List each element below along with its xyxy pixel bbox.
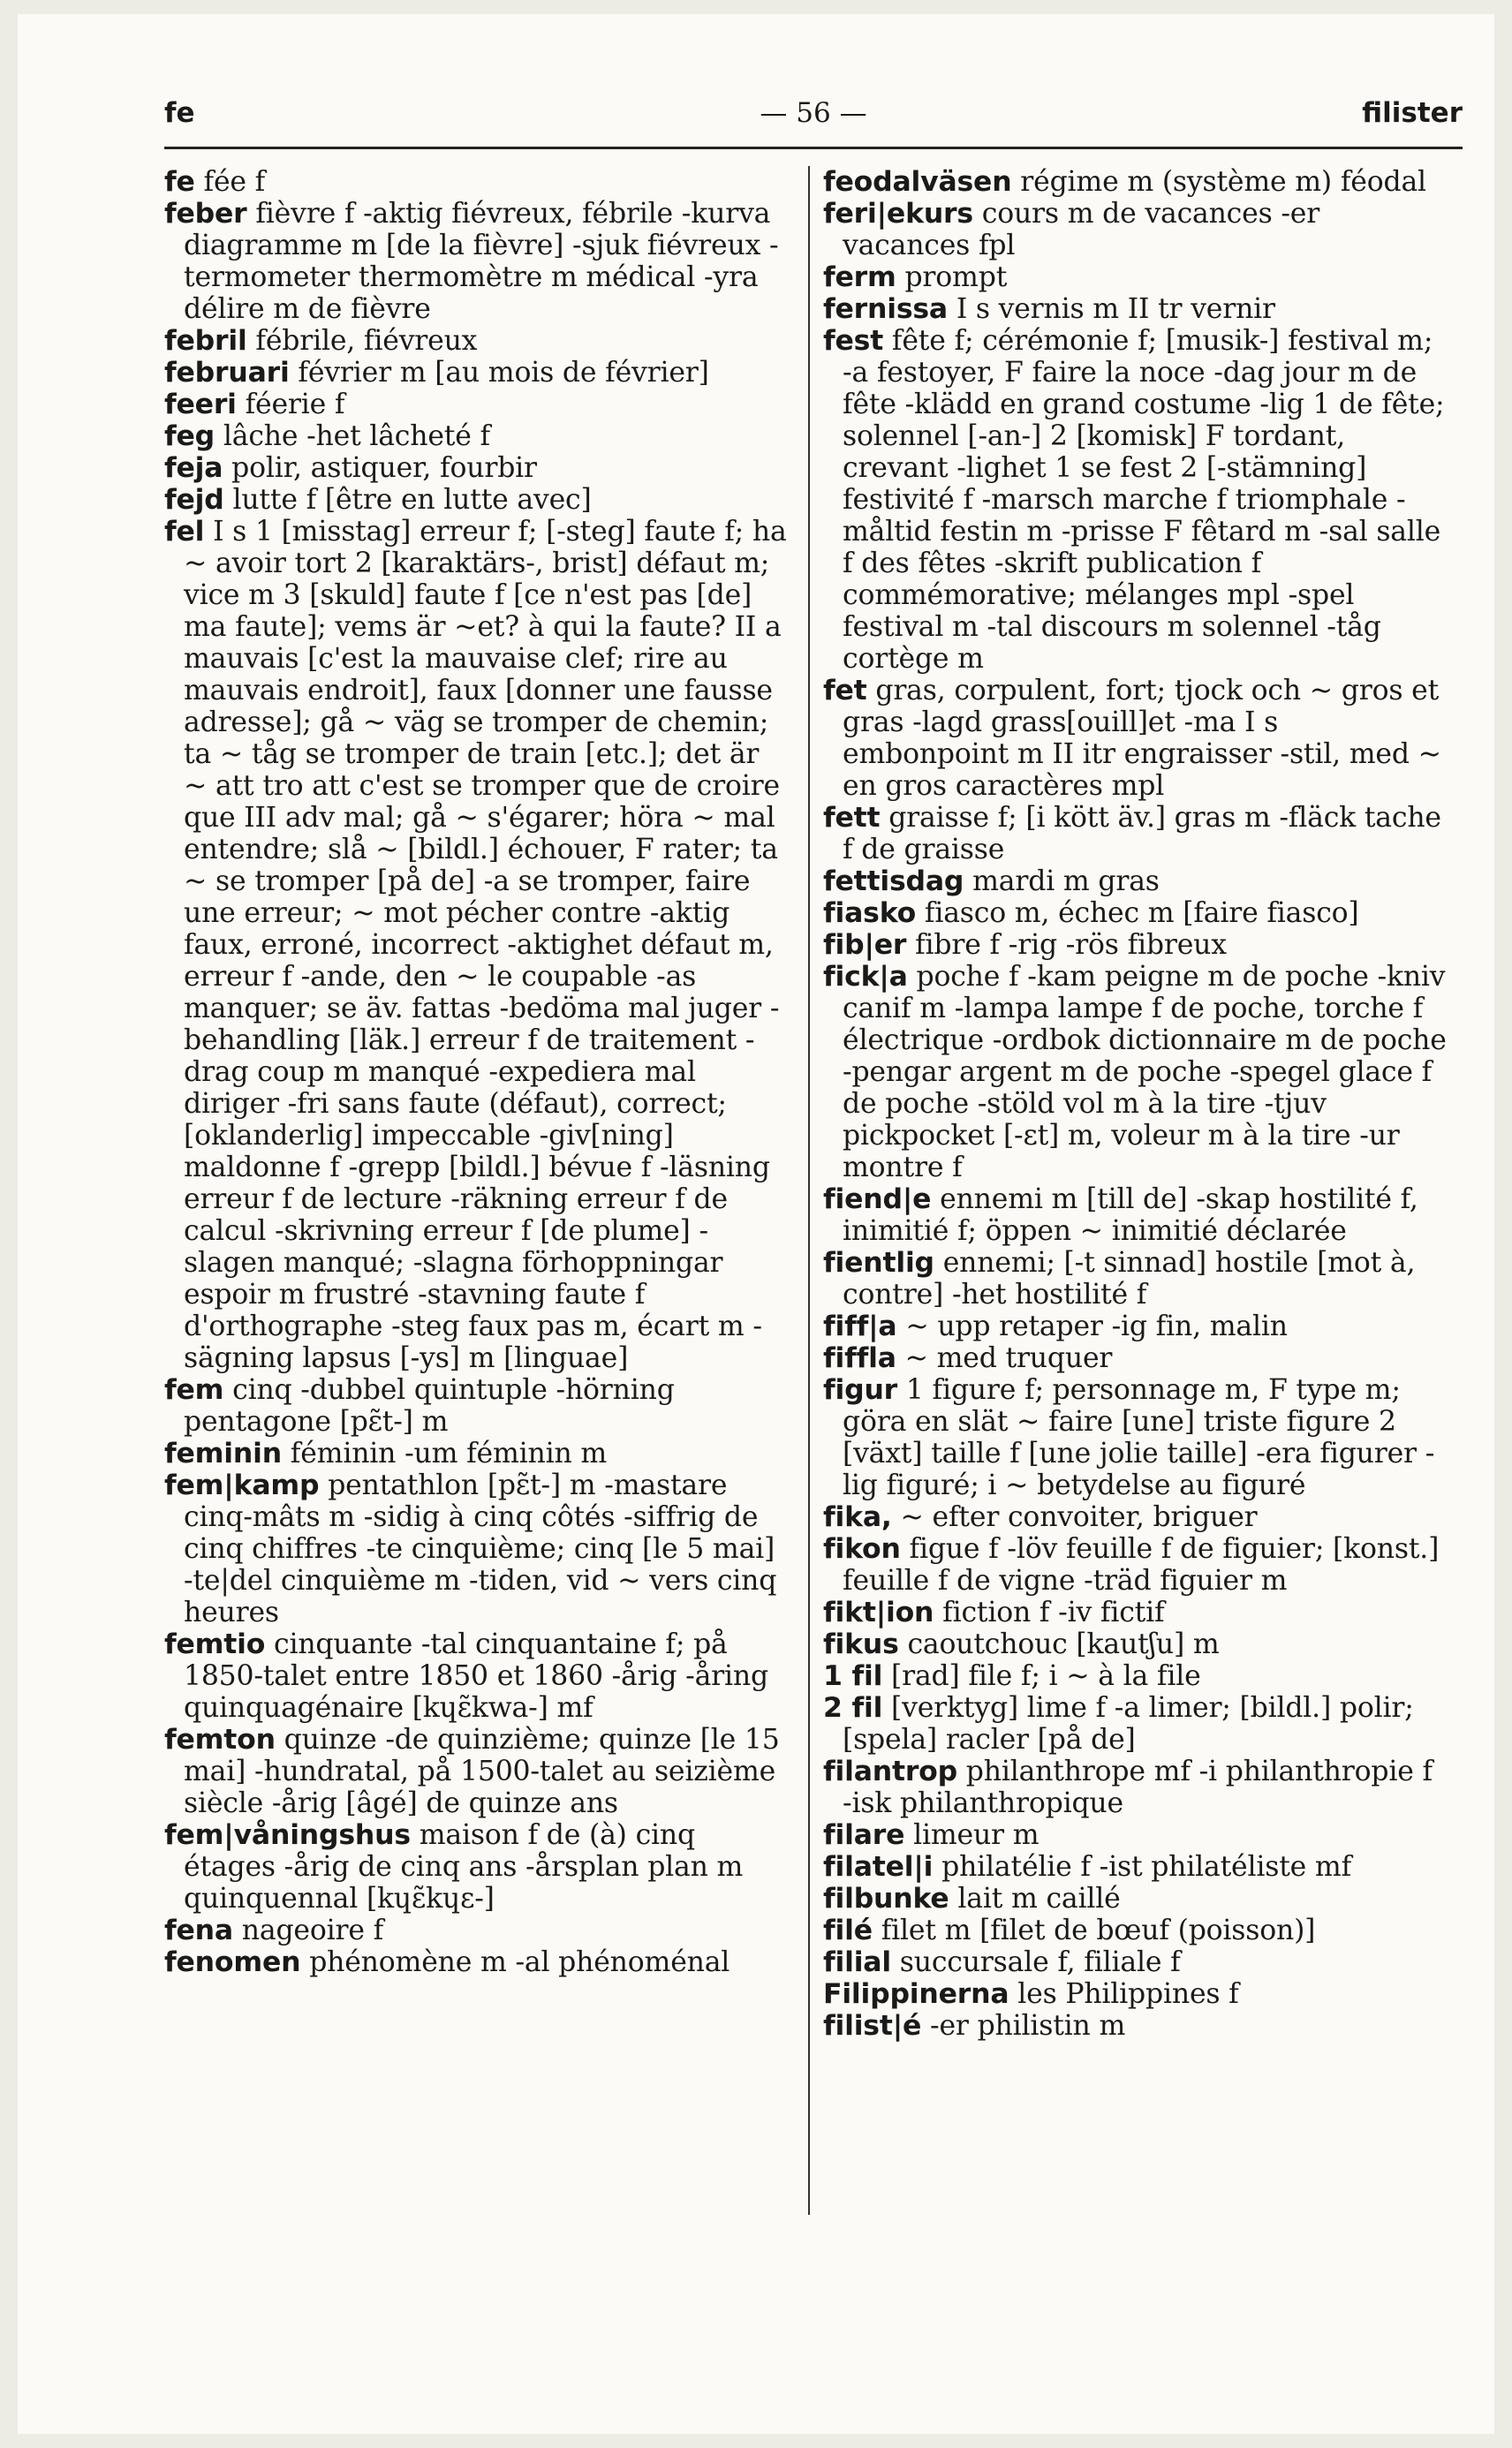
entry-definition: I s vernis m II tr vernir — [956, 293, 1275, 325]
entry-definition: fibre f -rig -rös fibreux — [915, 929, 1227, 961]
entry-definition: les Philippines f — [1017, 1978, 1239, 2010]
entry-definition: I s 1 [misstag] erreur f; [-steg] faute f; ha ~ avoir tort 2 [karaktärs-, brist] défaut m; vice m 3 [skuld] faute f [ce n'est pas [de] ma faute]; vems är ~et? à qui la faute? II a mauvais [c'est la mauvaise clef; rire au mauvais endroit], faux [donner une fausse adresse]; gå ~ väg se tromper de chemin; ta ~ tåg se tromper de train [etc.]; det är ~ att tro att c'est se tromper que de croire que III adv mal; gå ~ s'égarer; höra ~ mal entendre; slå ~ [bildl.] échouer, F rater; ta ~ se tromper [på de] -a se tromper, faire une erreur; ~ mot pécher contre -aktig faux, erroné, incorrect -aktighet défaut m, erreur f -ande, den ~ le coupable -as manquer; se äv. fattas -bedöma mal juger -behandling [läk.] erreur f de traitement -drag coup m manqué -expediera mal diriger -fri sans faute (défaut), correct; [oklanderlig] impeccable -giv[ning] maldonne f -grepp [bildl.] bévue f -läsning erreur f de lecture -räkning erreur f de calcul -skrivning erreur f [de plume] -slagen manqué; -slagna förhoppningar espoir m frustré -stavning faute f d'orthographe -steg faux pas m, écart m -sägning lapsus [-ys] m [linguae] — [184, 516, 787, 1374]
entry-definition: fièvre f -aktig fiévreux, fébrile -kurva diagramme m [de la fièvre] -sjuk fiévreux -termometer thermomètre m médical -yra délire m de fièvre — [184, 198, 779, 325]
dictionary-entry — [164, 1724, 788, 1819]
dictionary-entry — [823, 261, 1447, 293]
entry-definition: maison f de (à) cinq étages -årig de cinq ans -årsplan plan m quinquennal [kɥɛ̃kɥɛ-] — [184, 1819, 744, 1915]
entry-headword: filare — [823, 1819, 905, 1851]
entry-headword: fiff|a — [823, 1311, 897, 1342]
dictionary-entry — [164, 166, 788, 198]
entry-definition: février m [au mois de février] — [298, 357, 709, 389]
entry-definition: graisse f; [i kött äv.] gras m -fläck tache f de graisse — [843, 802, 1441, 865]
entry-definition: [verktyg] lime f -a limer; [bildl.] polir; [spela] racler [på de] — [843, 1692, 1414, 1756]
entry-headword: fikus — [823, 1628, 899, 1660]
dictionary-entry — [164, 198, 788, 325]
entry-headword: feri|ekurs — [823, 198, 973, 230]
dictionary-entry — [823, 1342, 1447, 1374]
entry-definition: succursale f, filiale f — [899, 1946, 1181, 1978]
entry-definition: mardi m gras — [972, 865, 1160, 897]
dictionary-entry — [823, 897, 1447, 929]
entry-headword: fikt|ion — [823, 1597, 934, 1628]
dictionary-entry — [823, 325, 1447, 675]
dictionary-entry — [823, 293, 1447, 325]
dictionary-entry — [823, 961, 1447, 1183]
entry-headword: fick|a — [823, 961, 908, 993]
entry-headword: februari — [164, 357, 290, 389]
right-guide-word: filister — [1362, 97, 1463, 129]
dictionary-entry — [823, 1597, 1447, 1628]
entry-definition: philanthrope mf -i philanthropie f -isk philanthropique — [843, 1756, 1433, 1819]
entry-definition: 1 figure f; personnage m, F type m; göra en slät ~ faire [une] triste figure 2 [växt] taille f [une jolie taille] -era figurer -lig figuré; i ~ betydelse au figuré — [843, 1374, 1435, 1501]
entry-definition: ~ upp retaper -ig fin, malin — [905, 1311, 1288, 1342]
entry-definition: polir, astiquer, fourbir — [231, 452, 537, 484]
entry-headword: filantrop — [823, 1756, 957, 1787]
right-column — [823, 166, 1447, 2042]
left-column — [164, 166, 788, 1978]
entry-headword: fiend|e — [823, 1183, 932, 1215]
dictionary-entry — [164, 484, 788, 516]
dictionary-entry — [823, 802, 1447, 865]
entry-headword: ferm — [823, 261, 896, 293]
entry-headword: filé — [823, 1915, 873, 1946]
dictionary-entry — [164, 420, 788, 452]
entry-definition: gras, corpulent, fort; tjock och ~ gros et gras -lagd grass[ouill]et -ma I s embonpoint m II itr engraisser -stil, med ~ en gros caractères mpl — [843, 675, 1441, 802]
entry-definition: féminin -um féminin m — [290, 1438, 608, 1470]
entry-headword: femton — [164, 1724, 276, 1756]
entry-headword: feminin — [164, 1438, 282, 1470]
left-guide-word: fe — [164, 97, 195, 129]
entry-headword: fettisdag — [823, 865, 964, 897]
entry-headword: filbunke — [823, 1883, 949, 1915]
entry-definition: -er philistin m — [930, 2010, 1126, 2042]
entry-headword: fikon — [823, 1533, 901, 1565]
dictionary-entry — [823, 1946, 1447, 1978]
entry-headword: filatel|i — [823, 1851, 934, 1883]
dictionary-entry — [823, 2010, 1447, 2042]
entry-definition: caoutchouc [kautʃu] m — [907, 1628, 1220, 1660]
entry-definition: fébrile, fiévreux — [255, 325, 478, 357]
entry-definition: fiction f -iv fictif — [942, 1597, 1165, 1628]
entry-definition: [rad] file f; i ~ à la file — [891, 1660, 1201, 1692]
dictionary-entry — [823, 1756, 1447, 1819]
entry-headword: feja — [164, 452, 223, 484]
entry-definition: cours m de vacances -er vacances fpl — [843, 198, 1320, 261]
dictionary-entry — [164, 1438, 788, 1470]
dictionary-entry — [823, 1978, 1447, 2010]
entry-headword: fib|er — [823, 929, 907, 961]
dictionary-entry — [823, 1311, 1447, 1342]
dictionary-entry — [823, 1883, 1447, 1915]
entry-headword: 1 fil — [823, 1660, 883, 1692]
dictionary-entry — [823, 1915, 1447, 1946]
entry-definition: ennemi; [-t sinnad] hostile [mot à, contre] -het hostilité f — [843, 1247, 1416, 1311]
entry-definition: lutte f [être en lutte avec] — [232, 484, 592, 516]
entry-headword: femtio — [164, 1628, 266, 1660]
entry-definition: fée f — [203, 166, 266, 198]
entry-headword: fenomen — [164, 1946, 301, 1978]
dictionary-entry — [823, 1628, 1447, 1660]
header-rule — [164, 147, 1463, 149]
entry-headword: Filippinerna — [823, 1978, 1009, 2010]
entry-headword: 2 fil — [823, 1692, 883, 1724]
dictionary-entry — [164, 1819, 788, 1915]
entry-headword: fe — [164, 166, 195, 198]
entry-headword: fejd — [164, 484, 224, 516]
entry-headword: filist|é — [823, 2010, 922, 2042]
entry-definition: limeur m — [913, 1819, 1040, 1851]
entry-headword: fem|våningshus — [164, 1819, 411, 1851]
dictionary-entry — [823, 929, 1447, 961]
dictionary-entry — [823, 1533, 1447, 1597]
entry-headword: fernissa — [823, 293, 948, 325]
entry-definition: ~ med truquer — [904, 1342, 1113, 1374]
entry-definition: quinze -de quinzième; quinze [le 15 mai] -hundratal, på 1500-talet au seizième siècle -årig [âgé] de quinze ans — [184, 1724, 780, 1819]
entry-headword: fiffla — [823, 1342, 896, 1374]
entry-headword: figur — [823, 1374, 898, 1406]
entry-headword: fientlig — [823, 1247, 934, 1279]
dictionary-entry — [823, 1692, 1447, 1756]
entry-headword: fet — [823, 675, 867, 706]
entry-headword: febril — [164, 325, 247, 357]
dictionary-entry — [823, 1247, 1447, 1311]
entry-headword: fena — [164, 1915, 233, 1946]
entry-headword: fiasko — [823, 897, 917, 929]
dictionary-entry — [164, 1470, 788, 1628]
entry-definition: phénomène m -al phénoménal — [309, 1946, 730, 1978]
dictionary-entry — [823, 198, 1447, 261]
entry-headword: fem|kamp — [164, 1470, 320, 1501]
entry-definition: figue f -löv feuille f de figuier; [konst.] feuille f de vigne -träd figuier m — [843, 1533, 1440, 1597]
entry-definition: cinquante -tal cinquantaine f; på 1850-talet entre 1850 et 1860 -årig -åring quinquagénaire [kɥɛ̃kwa-] mf — [184, 1628, 768, 1724]
dictionary-entry — [164, 325, 788, 357]
entry-definition: fête f; cérémonie f; [musik-] festival m; -a festoyer, F faire la noce -dag jour m de fête -klädd en grand costume -lig 1 de fête; solennel [-an-] 2 [komisk] F tordant, crevant -lighet 1 se fest 2 [-stämning] festivité f -marsch marche f triomphale -måltid festin m -prisse F fêtard m -sal salle f des fêtes -skrift publication f commémorative; mélanges mpl -spel festival m -tal discours m solennel -tåg cortège m — [843, 325, 1445, 675]
entry-headword: feg — [164, 420, 215, 452]
entry-definition: ~ efter convoiter, briguer — [900, 1501, 1258, 1533]
entry-headword: fest — [823, 325, 884, 357]
entry-definition: féerie f — [245, 389, 345, 420]
entry-definition: pentathlon [pɛ̃t-] m -mastare cinq-mâts m -sidig à cinq côtés -siffrig de cinq chiffres -te cinquième; cinq [le 5 mai] -te|del cinquième m -tiden, vid ~ vers cinq heures — [184, 1470, 777, 1628]
entry-definition: nageoire f — [241, 1915, 384, 1946]
entry-definition: lait m caillé — [957, 1883, 1121, 1915]
entry-definition: ennemi m [till de] -skap hostilité f, inimitié f; öppen ~ inimitié déclarée — [843, 1183, 1418, 1247]
dictionary-entry — [823, 865, 1447, 897]
page-number: — 56 — — [760, 97, 867, 129]
dictionary-entry — [823, 1183, 1447, 1247]
entry-headword: fett — [823, 802, 881, 834]
dictionary-entry — [164, 357, 788, 389]
dictionary-entry — [823, 1374, 1447, 1501]
entry-headword: feeri — [164, 389, 237, 420]
entry-definition: philatélie f -ist philatéliste mf — [941, 1851, 1352, 1883]
entry-headword: fika, — [823, 1501, 892, 1533]
dictionary-entry — [823, 1660, 1447, 1692]
entry-definition: lâche -het lâcheté f — [223, 420, 490, 452]
dictionary-entry — [164, 1628, 788, 1724]
entry-definition: cinq -dubbel quintuple -hörning pentagone [pɛ̃t-] m — [184, 1374, 675, 1438]
column-divider — [808, 166, 810, 2215]
entry-headword: fem — [164, 1374, 224, 1406]
dictionary-entry — [823, 1501, 1447, 1533]
dictionary-entry — [164, 516, 788, 1374]
entry-definition: fiasco m, échec m [faire fiasco] — [924, 897, 1359, 929]
entry-definition: poche f -kam peigne m de poche -kniv canif m -lampa lampe f de poche, torche f électrique -ordbok dictionnaire m de poche -pengar argent m de poche -spegel glace f de poche -stöld vol m à la tire -tjuv pickpocket [-ɛt] m, voleur m à la tire -ur montre f — [843, 961, 1447, 1183]
dictionary-entry — [823, 675, 1447, 802]
entry-headword: filial — [823, 1946, 891, 1978]
dictionary-entry — [823, 1819, 1447, 1851]
entry-definition: prompt — [904, 261, 1008, 293]
page-header — [164, 97, 1463, 147]
entry-headword: feodalväsen — [823, 166, 1012, 198]
dictionary-entry — [164, 1915, 788, 1946]
dictionary-entry — [823, 1851, 1447, 1883]
dictionary-entry — [164, 1946, 788, 1978]
dictionary-entry — [164, 452, 788, 484]
entry-headword: feber — [164, 198, 247, 230]
dictionary-entry — [164, 1374, 788, 1438]
dictionary-entry — [164, 389, 788, 420]
entry-definition: filet m [filet de bœuf (poisson)] — [881, 1915, 1316, 1946]
dictionary-entry — [823, 166, 1447, 198]
entry-headword: fel — [164, 516, 205, 548]
entry-definition: régime m (système m) féodal — [1020, 166, 1426, 198]
